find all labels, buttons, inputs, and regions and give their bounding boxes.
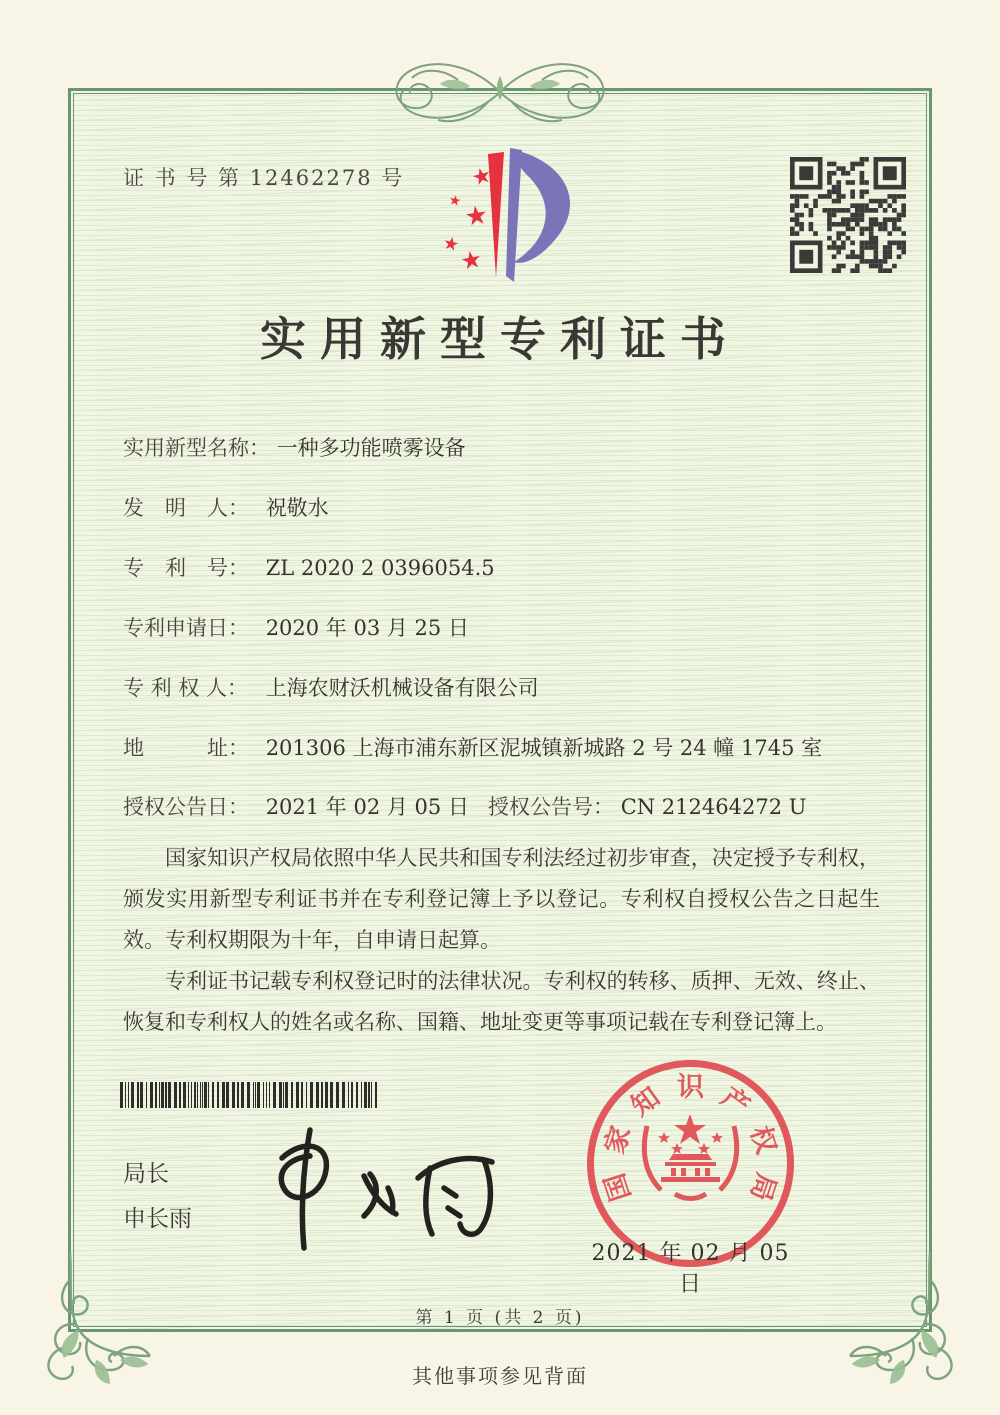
field-value: 2021 年 02 月 05 日	[265, 795, 469, 819]
field-value: 201306 上海市浦东新区泥城镇新城路 2 号 24 幢 1745 室	[265, 736, 823, 760]
certificate-number: 证 书 号 第 12462278 号	[123, 166, 405, 190]
field-value: 2020 年 03 月 25 日	[265, 616, 469, 640]
legal-text	[123, 838, 880, 1043]
field-utility-model-name	[123, 432, 466, 462]
top-flourish-ornament	[338, 50, 662, 130]
svg-text:★: ★	[447, 192, 463, 211]
signer-name: 申长雨	[123, 1206, 192, 1232]
national-emblem-icon	[644, 1114, 736, 1199]
field-label: 发 明 人：	[123, 496, 249, 520]
field-filing-date	[123, 612, 469, 642]
field-label: 专利申请日：	[123, 616, 249, 640]
field-label: 专 利 权 人：	[123, 676, 249, 700]
seal-date: 2021 年 02 月 05 日	[591, 1241, 790, 1297]
page-number-label: 第 1 页 (共 2 页)	[415, 1308, 585, 1328]
field-value: 一种多功能喷雾设备	[276, 436, 466, 460]
legal-paragraph-1: 国家知识产权局依照中华人民共和国专利法经过初步审查，决定授予专利权，颁发实用新型专利证书并在专利登记簿上予以登记。专利权自授权公告之日起生效。专利权期限为十年，自申请日起算。	[123, 846, 880, 952]
svg-text:★: ★	[458, 244, 485, 276]
svg-text:国: 国	[599, 1169, 638, 1205]
field-value: CN 212464272 U	[620, 795, 807, 819]
field-address	[123, 732, 822, 762]
signer-title: 局长	[123, 1161, 169, 1187]
field-label: 地 址：	[123, 736, 249, 760]
field-label: 授权公告号：	[488, 795, 614, 819]
svg-text:知: 知	[625, 1081, 666, 1123]
svg-text:产: 产	[715, 1081, 756, 1123]
field-grant-number	[488, 791, 806, 821]
back-side-note: 其他事项参见背面	[412, 1364, 588, 1388]
svg-text:权: 权	[743, 1122, 782, 1158]
legal-paragraph-2: 专利证书记载专利权登记时的法律状况。专利权的转移、质押、无效、终止、恢复和专利权人的姓名或名称、国籍、地址变更等事项记载在专利登记簿上。	[123, 969, 880, 1034]
qr-code-icon	[790, 157, 906, 273]
svg-text:★: ★	[462, 199, 491, 233]
field-patent-number	[123, 552, 495, 582]
field-grant-date	[123, 791, 469, 821]
field-inventor	[123, 492, 329, 522]
svg-text:★: ★	[440, 232, 462, 257]
field-label: 授权公告日：	[123, 795, 249, 819]
svg-text:★: ★	[469, 162, 495, 192]
barcode	[120, 1082, 382, 1108]
svg-text:识: 识	[677, 1072, 704, 1103]
svg-text:家: 家	[599, 1122, 638, 1158]
signer-block	[123, 1152, 192, 1242]
signature-handwriting	[252, 1116, 512, 1256]
certificate-title: 实用新型专利证书	[260, 312, 740, 366]
field-label: 专 利 号：	[123, 556, 249, 580]
field-value: 上海农财沃机械设备有限公司	[265, 676, 539, 700]
field-label: 实用新型名称：	[123, 436, 270, 460]
cnipa-logo-icon	[426, 144, 596, 294]
field-value: 祝敬水	[265, 496, 329, 520]
field-value: ZL 2020 2 0396054.5	[265, 556, 495, 580]
svg-text:局: 局	[743, 1169, 782, 1205]
field-patentee	[123, 672, 539, 702]
